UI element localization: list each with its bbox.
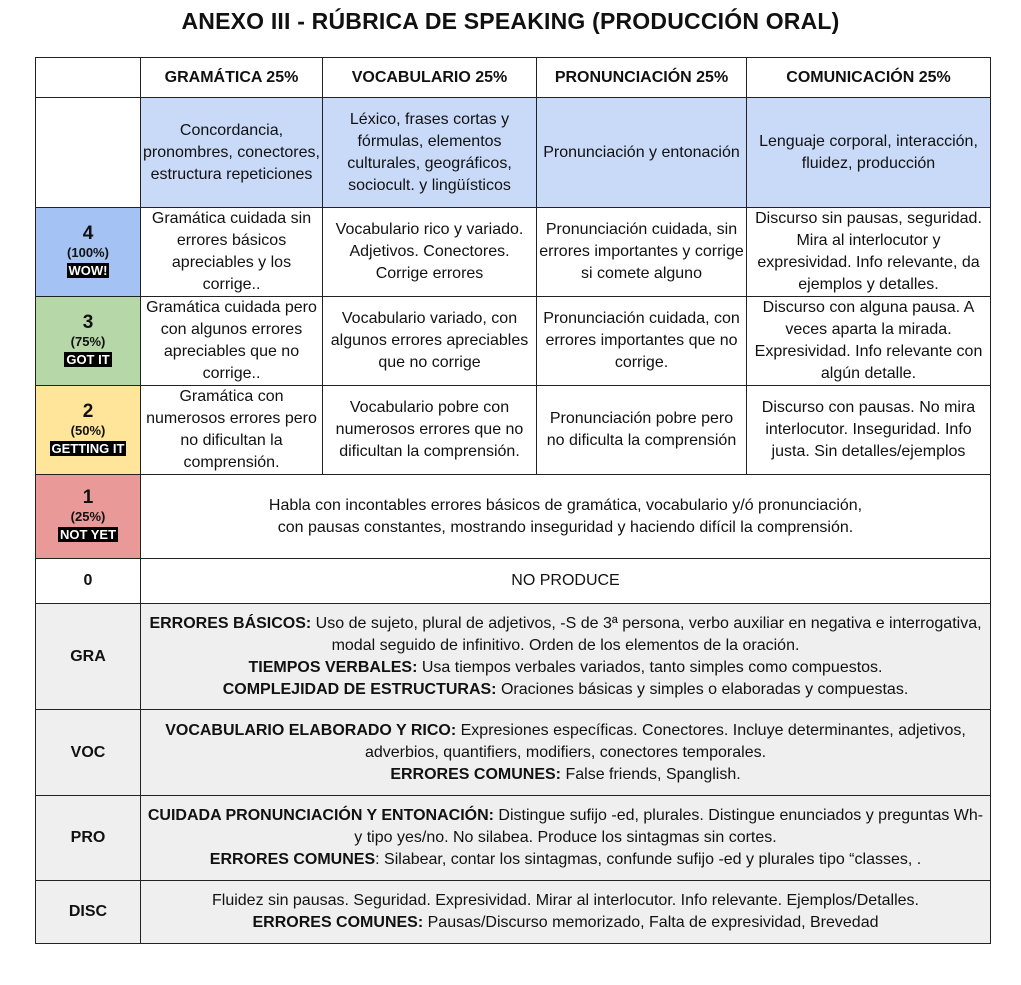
pro-row <box>36 796 991 881</box>
voc-l1-text: Expresiones específicas. Conectores. Incluye determinantes, adjetivos, adverbios, quantifiers, modifiers, conectores temporales. <box>364 721 966 761</box>
level-1-number: 1 <box>82 487 94 508</box>
level-4-number: 4 <box>82 222 94 244</box>
level-3-label <box>36 297 141 386</box>
corner-cell <box>36 58 141 98</box>
voc-l1-bold: VOCABULARIO ELABORADO Y RICO: <box>165 721 457 739</box>
gra-l3-bold: COMPLEJIDAD DE ESTRUCTURAS: <box>222 680 497 698</box>
voc-l2-bold: ERRORES COMUNES: <box>390 765 562 783</box>
desc-gramatica: Concordancia, pronombres, conectores, estructura repeticiones <box>141 98 323 208</box>
desc-vocabulario: Léxico, frases cortas y fórmulas, elementos culturales, geográficos, sociocult. y lingüísticos <box>323 98 537 208</box>
disc-details <box>141 881 991 944</box>
level-2-comunicacion: Discurso con pausas. No mira interlocutor. Inseguridad. Info justa. Sin detalles/ejemplos <box>747 386 991 475</box>
level-4-row <box>36 208 991 297</box>
level-1-tag: NOT YET <box>59 527 117 542</box>
level-4-tag: WOW! <box>68 262 108 278</box>
level-4-label <box>36 208 141 297</box>
level-3-tag: GOT IT <box>66 351 110 367</box>
description-corner <box>36 98 141 208</box>
level-2-percent: (50%) <box>70 422 106 438</box>
level-0-number: 0 <box>36 559 141 604</box>
disc-l2-bold: ERRORES COMUNES: <box>252 914 424 931</box>
gra-l1-bold: ERRORES BÁSICOS: <box>149 614 312 632</box>
level-4-vocabulario: Vocabulario rico y variado. Adjetivos. Conectores. Corrige errores <box>323 208 537 297</box>
level-4-pronunciacion: Pronunciación cuidada, sin errores importantes y corrige si comete alguno <box>537 208 747 297</box>
gra-details <box>141 604 991 710</box>
header-comunicacion: COMUNICACIÓN 25% <box>747 58 991 98</box>
level-2-row <box>36 386 991 475</box>
level-1-label <box>36 475 141 559</box>
gra-l2-text: Usa tiempos verbales variados, tanto simples como compuestos. <box>417 658 883 676</box>
level-2-tag: GETTING IT <box>51 440 125 456</box>
desc-pronunciacion: Pronunciación y entonación <box>537 98 747 208</box>
header-row <box>36 58 991 98</box>
gra-l3-text: Oraciones básicas y simples o elaboradas y compuestas. <box>496 680 909 698</box>
pro-code: PRO <box>36 796 141 881</box>
level-2-vocabulario: Vocabulario pobre con numerosos errores que no dificultan la comprensión. <box>323 386 537 475</box>
level-1-line-2: con pausas constantes, mostrando inseguridad y haciendo difícil la comprensión. <box>277 518 854 536</box>
pro-l2-text: : Silabear, contar los sintagmas, confunde sufijo -ed y plurales tipo “classes, . <box>375 851 922 868</box>
header-gramatica: GRAMÁTICA 25% <box>141 58 323 98</box>
level-0-text: NO PRODUCE <box>141 559 991 604</box>
rubric-table <box>35 57 991 944</box>
pro-details <box>141 796 991 881</box>
pro-l1-bold: CUIDADA PRONUNCIACIÓN Y ENTONACIÓN: <box>147 807 494 824</box>
description-row <box>36 98 991 208</box>
level-3-number: 3 <box>82 311 94 333</box>
level-1-line-1: Habla con incontables errores básicos de gramática, vocabulario y/ó pronunciación, <box>268 496 863 514</box>
disc-l2-text: Pausas/Discurso memorizado, Falta de expresividad, Brevedad <box>423 914 879 931</box>
level-0-row <box>36 559 991 604</box>
desc-comunicacion: Lenguaje corporal, interacción, fluidez, producción <box>747 98 991 208</box>
level-2-gramatica: Gramática con numerosos errores pero no dificultan la comprensión. <box>141 386 323 475</box>
disc-code: DISC <box>36 881 141 944</box>
voc-row <box>36 710 991 796</box>
level-3-gramatica: Gramática cuidada pero con algunos errores apreciables que no corrige.. <box>141 297 323 386</box>
level-3-pronunciacion: Pronunciación cuidada, con errores importantes que no corrige. <box>537 297 747 386</box>
level-2-pronunciacion: Pronunciación pobre pero no dificulta la comprensión <box>537 386 747 475</box>
level-1-description <box>141 475 991 559</box>
disc-l1-text: Fluidez sin pausas. Seguridad. Expresividad. Mirar al interlocutor. Info relevante. Ejemplos/Detalles. <box>211 892 919 909</box>
disc-row <box>36 881 991 944</box>
level-4-gramatica: Gramática cuidada sin errores básicos apreciables y los corrige.. <box>141 208 323 297</box>
voc-details <box>141 710 991 796</box>
level-4-comunicacion: Discurso sin pausas, seguridad. Mira al interlocutor y expresividad. Info relevante, da ejemplos y detalles. <box>747 208 991 297</box>
pro-l1-text: Distingue sufijo -ed, plurales. Distingue enunciados y preguntas Wh- y tipo yes/no. No silabea. Produce los sintagmas sin cortes. <box>354 807 984 846</box>
level-4-percent: (100%) <box>67 244 109 260</box>
header-pronunciacion: PRONUNCIACIÓN 25% <box>537 58 747 98</box>
voc-code: VOC <box>36 710 141 796</box>
level-3-row <box>36 297 991 386</box>
page-title: ANEXO III - RÚBRICA DE SPEAKING (PRODUCCIÓN ORAL) <box>181 8 840 34</box>
gra-code: GRA <box>36 604 141 710</box>
gra-l1-text: Uso de sujeto, plural de adjetivos, -S de 3ª persona, verbo auxiliar en negativa e interrogativa, modal seguido de infinitivo. Orden de los elementos de la oración. <box>311 614 982 654</box>
voc-l2-text: False friends, Spanglish. <box>561 765 741 783</box>
pro-l2-bold: ERRORES COMUNES <box>209 851 376 868</box>
level-2-number: 2 <box>82 400 94 422</box>
header-vocabulario: VOCABULARIO 25% <box>323 58 537 98</box>
level-3-comunicacion: Discurso con alguna pausa. A veces aparta la mirada. Expresividad. Info relevante con algún detalle. <box>747 297 991 386</box>
level-2-label <box>36 386 141 475</box>
level-1-percent: (25%) <box>70 509 106 524</box>
level-1-row <box>36 475 991 559</box>
gra-l2-bold: TIEMPOS VERBALES: <box>248 658 418 676</box>
level-3-percent: (75%) <box>70 333 106 349</box>
gra-row <box>36 604 991 710</box>
level-3-vocabulario: Vocabulario variado, con algunos errores apreciables que no corrige <box>323 297 537 386</box>
